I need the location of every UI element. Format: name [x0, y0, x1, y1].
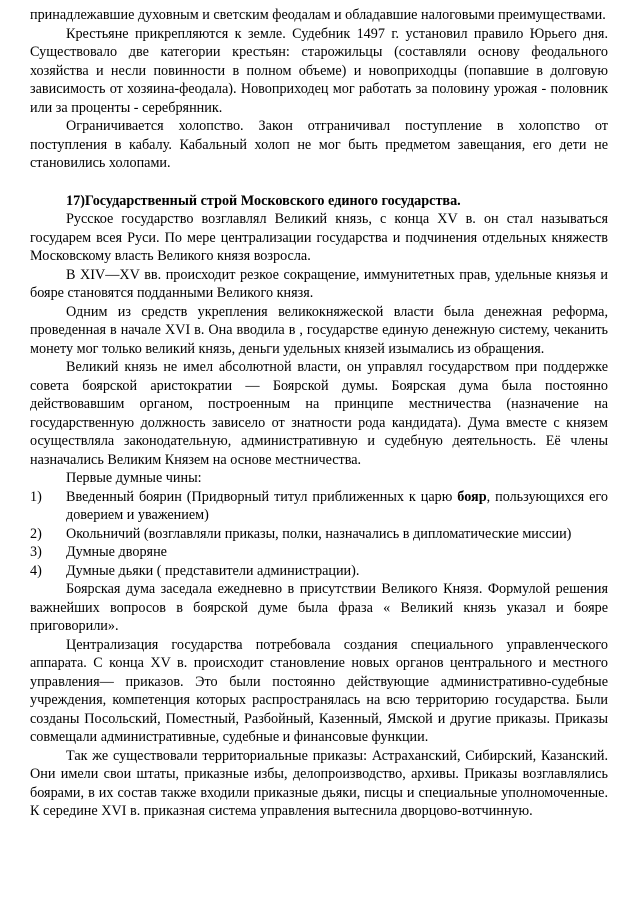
paragraph-duma-sessions: Боярская дума заседала ежедневно в присутствии Великого Князя. Формулой решения важнейших вопросов в боярской думе была фраза « Великий князь указал и бояре приговорили». — [30, 581, 608, 634]
paragraph-serfdom: Ограничивается холопство. Закон отграничивал поступление в холопство от поступления в кабалу. Кабальный холоп не мог быть предметом завещания, его дети не становились холопами. — [30, 118, 608, 171]
paragraph-territorial-prikazy: Так же существовали территориальные приказы: Астраханский, Сибирский, Казанский. Они имели свои штаты, приказные избы, делопроизводство, архивы. Приказы возглавлялись боярами, в их состав также входили приказные дьяки, писцы и специальные уполномоченные. К середине XVI в. приказная система управления вытеснила дворцово-вотчинную. — [30, 747, 608, 819]
list-text: Думные дворяне — [66, 544, 167, 560]
list-number: 2) — [30, 525, 42, 542]
list-item — [30, 543, 608, 562]
paragraph-duma-ranks-intro: Первые думные чины: — [66, 470, 202, 486]
paragraph-immunity: В XIV—XV вв. происходит резкое сокращение, иммунитетных прав, удельные князья и бояре становятся подданными Великого князя. — [30, 266, 608, 301]
list-text: Введенный боярин (Придворный титул приближенных к царю бояр, пользующихся его доверием и уважением) — [66, 488, 608, 523]
paragraph-boyar-duma: Великий князь не имел абсолютной власти, он управлял государством при поддержке совета боярской аристократии — Боярской думы. Боярская дума была постоянно действовавшим органом, построенным на принципе местничества (назначение на государственную должность зависело от знатности рода кандидата). Дума вместе с князем осуществляла законодательную, административную и судебную деятельность. Её члены назначались Великим Князем на основе местничества. — [30, 359, 608, 468]
list-number: 3) — [30, 544, 42, 560]
paragraph-grand-prince: Русское государство возглавлял Великий князь, с конца XV в. он стал называться государем всея Руси. По мере централизации государства и подчинения отдельных княжеств Московскому власть Великого князя возросла. — [30, 211, 608, 264]
paragraph-peasants: Крестьяне прикрепляются к земле. Судебник 1497 г. установил правило Юрьего дня. Существовало две категории крестьян: старожильцы (составляли основу феодального хозяйства и несли повинности в полном объеме) и новоприходцы (попавшие в долговую зависимость от хозяина-феодала). Новоприходец мог работать за половину урожая - половник или за проценты - серебрянник. — [30, 25, 608, 116]
list-text: Окольничий (возглавляли приказы, полки, назначались в дипломатические миссии) — [66, 525, 572, 542]
list-number: 1) — [30, 488, 42, 505]
list-item — [30, 525, 608, 544]
list-item — [30, 562, 608, 581]
blank-line — [30, 173, 608, 192]
list-text: Думные дьяки ( представители администрации). — [66, 562, 360, 579]
paragraph-money-reform: Одним из средств укрепления великокняжеской власти была денежная реформа, проведенная в начале XVI в. Она вводила в , государстве единую денежную систему, чеканить монету мог только великий князь, деньги удельных князей изымались из обращения. — [30, 303, 608, 357]
paragraph-continuation: принадлежавшие духовным и светским феодалам и обладавшие налоговыми преимуществами. — [30, 7, 606, 23]
paragraph-prikazy: Централизация государства потребовала создания специального управленческого аппарата. С конца XV в. происходит становление новых органов центрального и местного управления— приказов. Это были постоянно действующие административно-судебные учреждения, компетенция которых распространялась на всю территорию государства. Были созданы Посольский, Поместный, Разбойный, Казенный, Ямской и другие приказы. Приказы совмещали административные, судебные и финансовые функции. — [30, 636, 608, 745]
list-item — [30, 488, 608, 525]
section-heading: 17)Государственный строй Московского единого государства. — [66, 192, 461, 209]
list-number: 4) — [30, 562, 42, 579]
